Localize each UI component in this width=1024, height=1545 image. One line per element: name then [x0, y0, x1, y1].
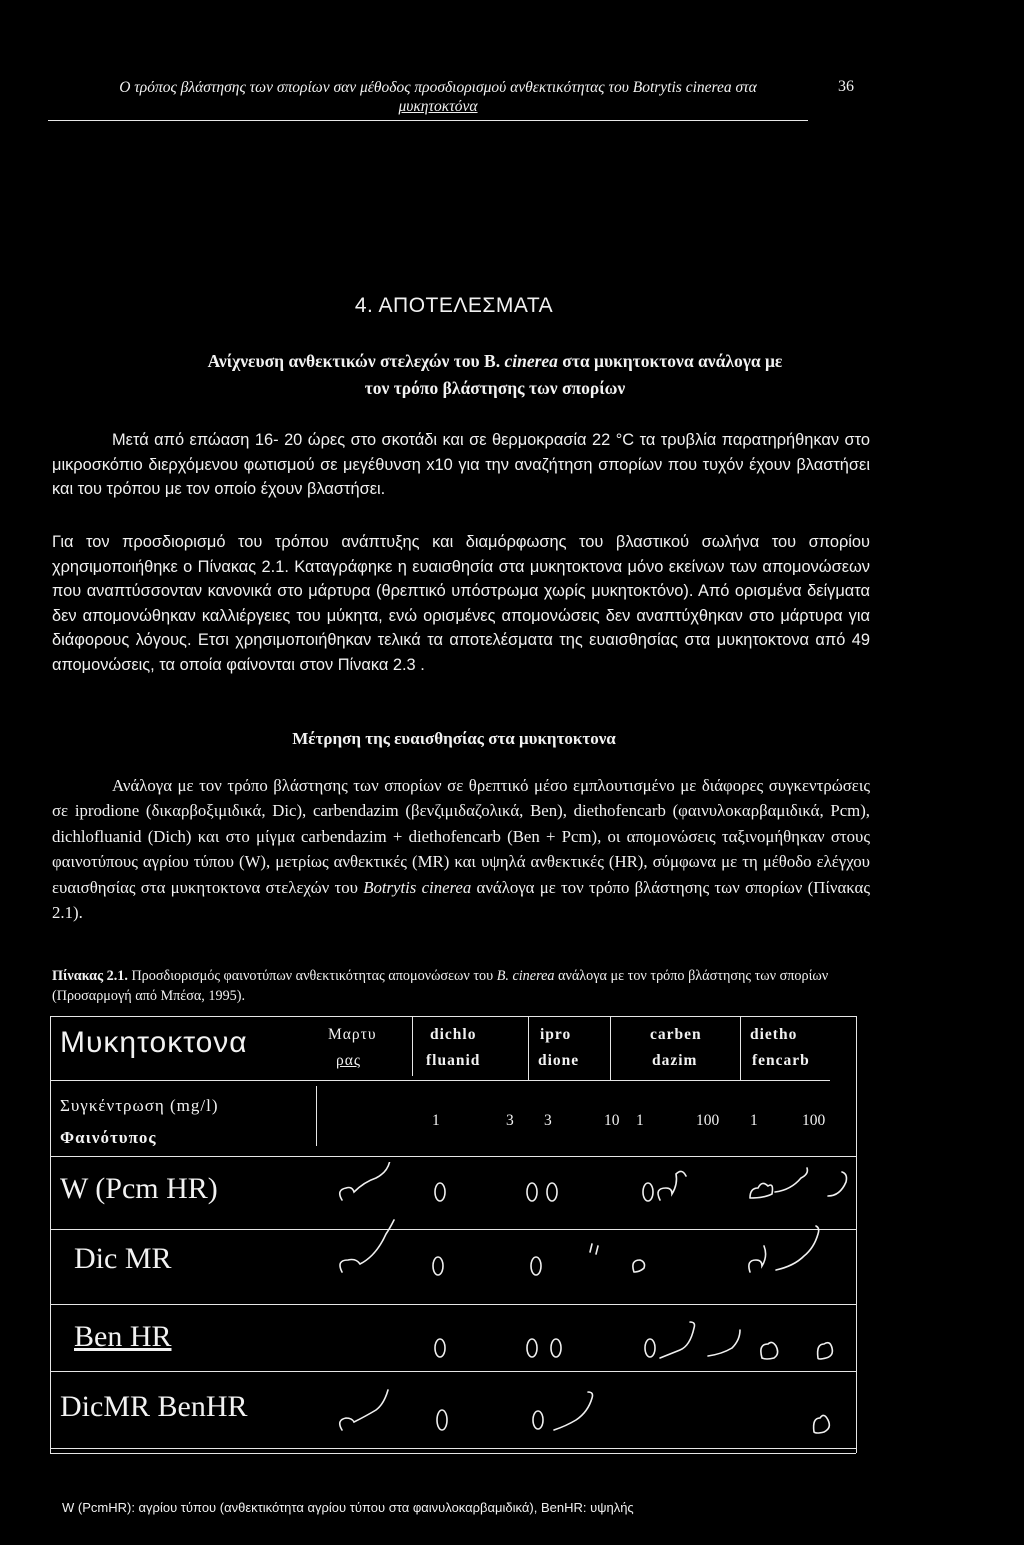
table-caption-text-c: ανάλογα με τον τρόπο βλάστησης των σπορίων (Προσαρμογή από Μπέσα, 1995). [52, 968, 829, 1004]
row-label-dicmr-benhr: DicMR BenHR [60, 1390, 248, 1423]
col-header-dichlofluanid-1: dichlo [430, 1026, 477, 1043]
running-header-line1: Ο τρόπος βλάστησης των σπορίων σαν μέθοδος προσδιορισμού ανθεκτικότητας του Botrytis cinerea στα [119, 79, 757, 96]
conc-carbendazim-high: 100 [696, 1112, 720, 1129]
paragraph-measure-part-c: ανάλογα με τον τρόπο βλάστησης των σπορίων (Πίνακας 2.1). [52, 877, 870, 923]
germ-tube-sketch-row1 [340, 1162, 847, 1201]
col-header-iprodione-2: dione [538, 1052, 580, 1069]
germ-tube-sketch-row3 [435, 1322, 832, 1359]
paragraph-method: Για τον προσδιορισμό του τρόπου ανάπτυξης και διαμόρφωσης του βλαστικού σωλήνα του σπορίου χρησιμοποιήθηκε ο Πίνακας 2.1. Καταγράφηκε η ευαισθησία στα μυκητοκτονα μόνο εκείνων των απομονώσεων που αναπτύσσονταν κανονικά στο μάρτυρα (θρεπτικό υπόστρωμα χωρίς μυκητοκτόνο). Από ορισμένα δείγματα δεν απομονώθηκαν καλλιέργειες του μύκητα, ενώ ορισμένες απομονώσεις δεν αναπτύχθηκαν στο μάρτυρα για διάφορους λόγους. Ετσι χρησιμοποιήθηκαν τελικά τα αποτελέσματα της ευαισθησίας στα μυκητοκτονα από 49 απομονώσεις, τα οποία φαίνονται στον Πίνακα 2.3 . [52, 533, 870, 674]
row-label-w-pcm-hr: W (Pcm HR) [60, 1172, 218, 1205]
running-header-line2: μυκητοκτόνα [398, 98, 478, 115]
running-header [68, 78, 808, 116]
col-header-carbendazim-1: carben [650, 1026, 702, 1043]
table-caption-label: Πίνακας 2.1. [52, 968, 128, 984]
subsection-heading [200, 348, 790, 402]
table-caption-species: B. cinerea [496, 968, 555, 984]
table-rule-top [50, 1016, 856, 1017]
col-header-diethofencarb-2: fencarb [752, 1052, 810, 1069]
col-header-control-2: ρας [336, 1052, 361, 1069]
table-caption-text-a: Προσδιορισμός φαινοτύπων ανθεκτικότητας απομονώσεων του [127, 968, 497, 984]
conc-diethofencarb-high: 100 [802, 1112, 826, 1129]
page-number: 36 [838, 78, 854, 95]
paragraph-measure-species: Botrytis cinerea [363, 877, 472, 897]
row-label-ben-hr: Ben HR [74, 1320, 172, 1353]
table-footnote: W (PcmHR): αγρίου τύπου (ανθεκτικότητα αγρίου τύπου στα φαινυλοκαρβαμιδικά), BenHR: υψηλής [62, 1500, 634, 1515]
table-rule-right [856, 1016, 857, 1453]
paragraph-intro [52, 428, 870, 502]
germination-sketches [330, 1162, 850, 1452]
table-caption [52, 966, 872, 1006]
table-phenotype-label: Φαινότυπος [60, 1128, 157, 1147]
table-rule-col1 [412, 1016, 413, 1076]
col-header-iprodione-1: ipro [540, 1026, 572, 1043]
measure-heading: Μέτρηση της ευαισθησίας στα μυκητοκτονα [292, 729, 616, 748]
table-title: Μυκητοκτονα [60, 1026, 248, 1059]
subsection-heading-species: cinerea [504, 351, 558, 371]
table-rule-left [50, 1016, 51, 1453]
col-header-dichlofluanid-2: fluanid [426, 1052, 481, 1069]
header-rule [48, 120, 808, 121]
paragraph-measure-part-a: Ανάλογα με τον τρόπο βλάστησης των σπορίων σε θρεπτικό μέσο εμπλουτισμένο με διάφορες συγκεντρώσεις σε iprodione (δικαρβοξιμιδικά, Dic), carbendazim (βενζιμιδαζολικά, Ben), diethofencarb (φαινυλοκαρβαμιδικά, Pcm), dichlofluanid (Dich) και στο μίγμα carbendazim + diethofencarb (Ben + Pcm), οι απομονώσεις ταξινομήθηκαν στους φαινοτύπους αγρίου τύπου (W), μετρίως ανθεκτικές (MR) και υψηλά ανθεκτικές (HR), σύμφωνα με τη μέθοδο ελέγχου ευαισθησίας στα μυκητοκτονα στελεχών του [52, 776, 870, 897]
conc-dichlofluanid-low: 1 [432, 1112, 440, 1129]
table-rule-col2 [528, 1016, 529, 1080]
table-rule-col4 [740, 1016, 741, 1080]
conc-iprodione-high: 10 [604, 1112, 620, 1129]
phenotype-table [50, 1016, 856, 1461]
conc-iprodione-low: 3 [544, 1112, 552, 1129]
table-rule-title [50, 1080, 830, 1081]
section-heading: 4. ΑΠΟΤΕΛΕΣΜΑΤΑ [354, 294, 554, 317]
germ-tube-sketch-row4 [340, 1390, 830, 1433]
table-rule-col3 [610, 1016, 611, 1080]
table-concentration-label: Συγκέντρωση (mg/l) [60, 1096, 219, 1115]
col-header-diethofencarb-1: dietho [750, 1026, 798, 1043]
subsection-heading-part-c: στα μυκητοκτονα ανάλογα με τον τρόπο βλάστησης των σπορίων [364, 351, 783, 398]
table-rule-header [50, 1156, 856, 1157]
conc-dichlofluanid-high: 3 [506, 1112, 514, 1129]
conc-diethofencarb-low: 1 [750, 1112, 758, 1129]
conc-carbendazim-low: 1 [636, 1112, 644, 1129]
paragraph-intro-text: Μετά από επώαση 16- 20 ώρες στο σκοτάδι και σε θερμοκρασία 22 °C τα τρυβλία παρατηρήθηκαν στο μικροσκόπιο διερχόμενου φωτισμού σε μεγέθυνση x10 για την αναζήτηση σπορίων που τυχόν έχουν βλαστήσει και του τρόπου με τον οποίο έχουν βλαστήσει. [52, 431, 870, 499]
table-rule-col0 [316, 1086, 317, 1146]
germ-tube-sketch-row2 [340, 1220, 819, 1275]
subsection-heading-part-a: Ανίχνευση ανθεκτικών στελεχών του B. [207, 351, 505, 371]
col-header-carbendazim-2: dazim [652, 1052, 698, 1069]
table-rule-bottom-double [50, 1453, 856, 1454]
paragraph-measure [52, 773, 870, 925]
row-label-dic-mr: Dic MR [74, 1242, 172, 1275]
col-header-control-1: Μαρτυ [328, 1026, 377, 1043]
